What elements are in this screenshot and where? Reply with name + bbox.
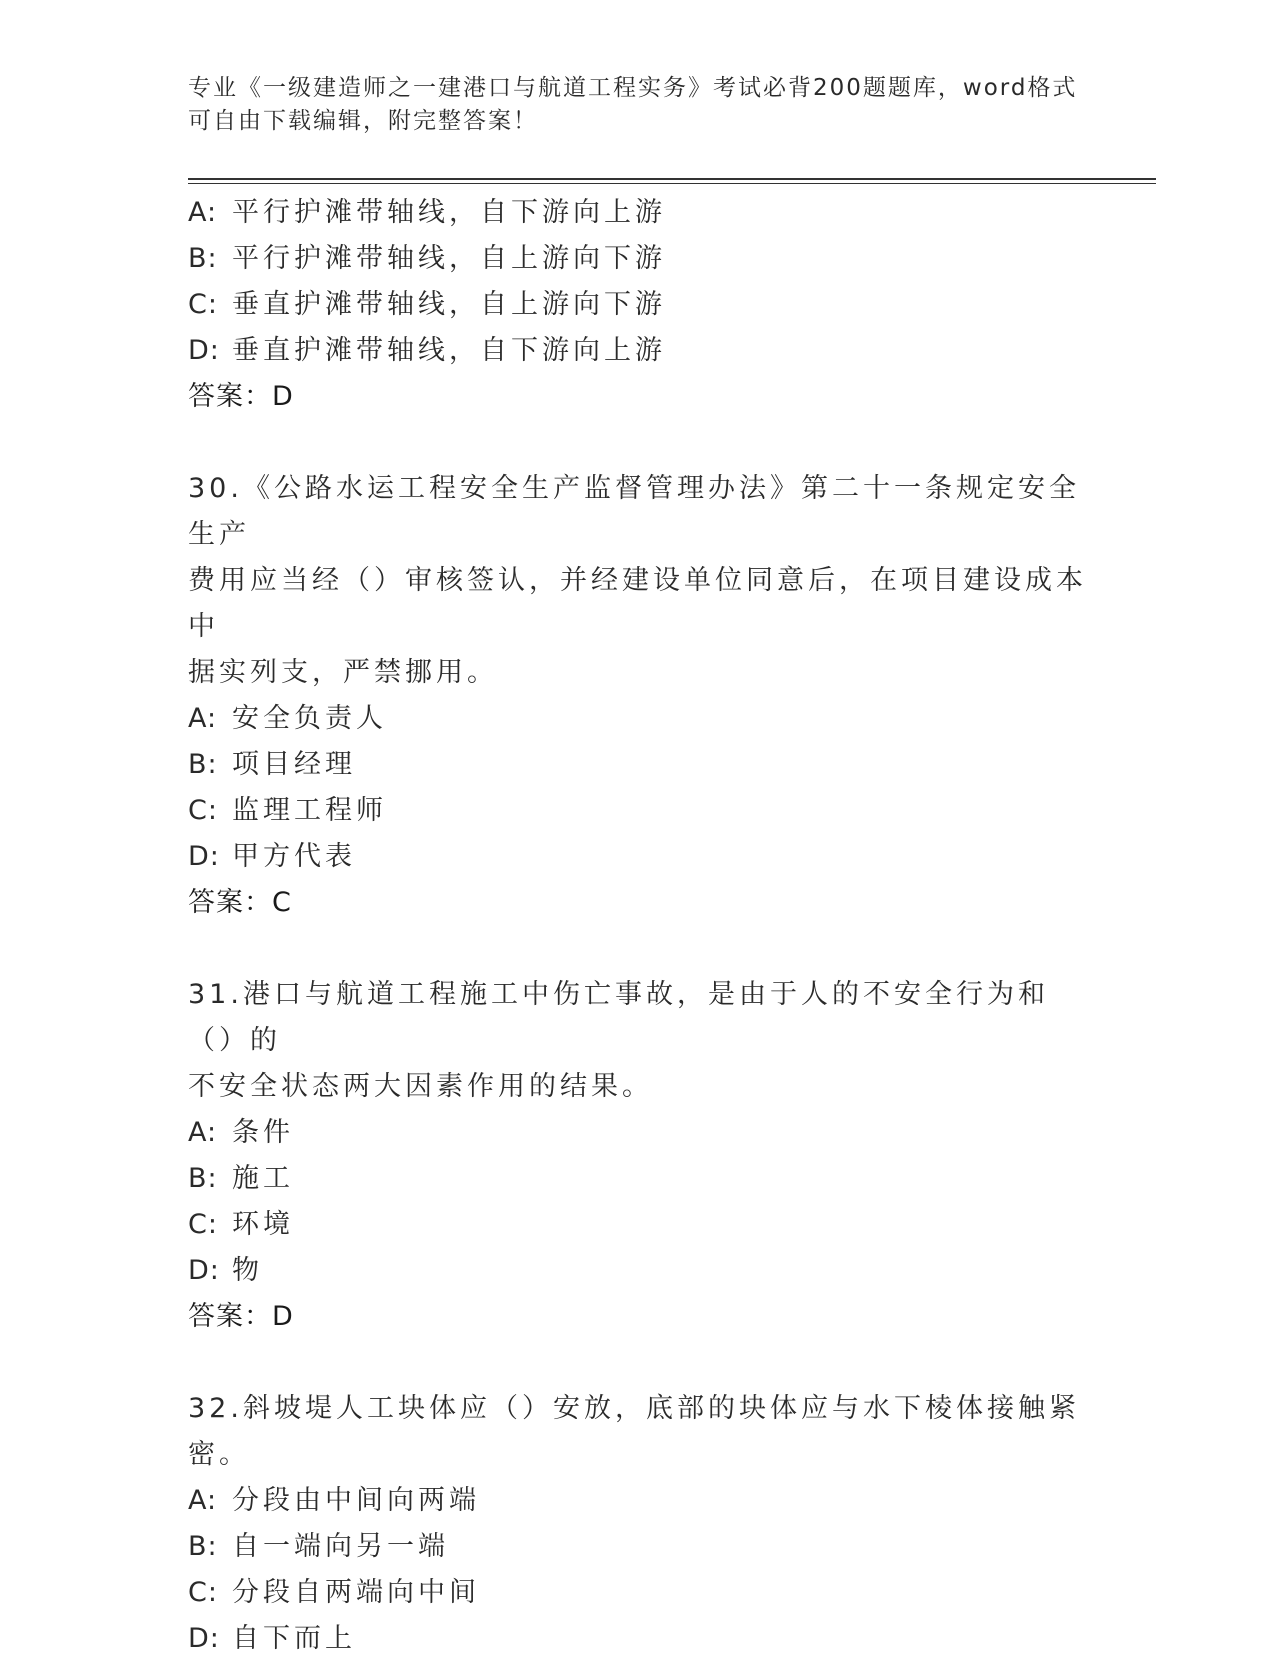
option-key: B: <box>188 1531 218 1562</box>
header-line-2: 可自由下载编辑，附完整答案！ <box>188 108 538 134</box>
question-31-stem-line-2: 不安全状态两大因素作用的结果。 <box>188 1071 653 1102</box>
question-32-option-d <box>188 1616 1088 1662</box>
spacer <box>188 420 1088 466</box>
option-key: C: <box>188 1577 218 1608</box>
document-body <box>188 190 1088 1662</box>
option-text: 自下而上 <box>232 1623 356 1654</box>
option-key: A: <box>188 197 218 228</box>
option-text: 项目经理 <box>232 749 356 780</box>
question-29-option-a <box>188 190 1088 236</box>
header-divider-thin <box>188 183 1156 184</box>
question-30-option-d <box>188 834 1088 880</box>
question-29-option-c <box>188 282 1088 328</box>
option-key: D: <box>188 335 220 366</box>
option-key: D: <box>188 1255 220 1286</box>
question-31-option-c <box>188 1202 1088 1248</box>
question-30-stem-line-1: 30.《公路水运工程安全生产监督管理办法》第二十一条规定安全生产 <box>188 473 1080 550</box>
question-30-option-b <box>188 742 1088 788</box>
option-text: 施工 <box>232 1163 294 1194</box>
option-key: B: <box>188 749 218 780</box>
question-31-answer: 答案：D <box>188 1301 294 1332</box>
question-30-stem-line-2: 费用应当经（）审核签认，并经建设单位同意后，在项目建设成本中 <box>188 565 1087 642</box>
question-30-option-a <box>188 696 1088 742</box>
question-31-stem-line-1: 31.港口与航道工程施工中伤亡事故，是由于人的不安全行为和（）的 <box>188 979 1049 1056</box>
spacer <box>188 1340 1088 1386</box>
question-30-answer: 答案：C <box>188 887 292 918</box>
question-30-option-c <box>188 788 1088 834</box>
option-key: D: <box>188 841 220 872</box>
question-32 <box>188 1386 1088 1662</box>
question-30 <box>188 466 1088 926</box>
question-31-option-a <box>188 1110 1088 1156</box>
option-key: C: <box>188 795 218 826</box>
question-29 <box>188 190 1088 420</box>
document-header <box>188 72 1088 138</box>
header-divider-thick <box>188 178 1156 180</box>
option-key: A: <box>188 1117 218 1148</box>
option-key: A: <box>188 1485 218 1516</box>
spacer <box>188 926 1088 972</box>
question-30-stem-line-3: 据实列支，严禁挪用。 <box>188 657 498 688</box>
question-31 <box>188 972 1088 1340</box>
question-29-answer: 答案：D <box>188 381 294 412</box>
option-text: 自一端向另一端 <box>232 1531 449 1562</box>
option-text: 监理工程师 <box>232 795 387 826</box>
option-text: 分段自两端向中间 <box>232 1577 480 1608</box>
option-text: 环境 <box>232 1209 294 1240</box>
option-key: D: <box>188 1623 220 1654</box>
option-text: 物 <box>232 1255 263 1286</box>
option-key: C: <box>188 1209 218 1240</box>
option-key: B: <box>188 243 218 274</box>
question-32-option-a <box>188 1478 1088 1524</box>
question-31-option-d <box>188 1248 1088 1294</box>
option-key: C: <box>188 289 218 320</box>
question-32-stem-line-1: 32.斜坡堤人工块体应（）安放，底部的块体应与水下棱体接触紧密。 <box>188 1393 1080 1470</box>
option-text: 条件 <box>232 1117 294 1148</box>
option-key: A: <box>188 703 218 734</box>
option-text: 平行护滩带轴线，自上游向下游 <box>232 243 666 274</box>
question-32-option-b <box>188 1524 1088 1570</box>
option-text: 垂直护滩带轴线，自上游向下游 <box>232 289 666 320</box>
option-key: B: <box>188 1163 218 1194</box>
option-text: 甲方代表 <box>232 841 356 872</box>
question-31-option-b <box>188 1156 1088 1202</box>
header-line-1: 专业《一级建造师之一建港口与航道工程实务》考试必背200题题库，word格式 <box>188 75 1078 101</box>
option-text: 平行护滩带轴线，自下游向上游 <box>232 197 666 228</box>
question-29-option-b <box>188 236 1088 282</box>
option-text: 分段由中间向两端 <box>232 1485 480 1516</box>
option-text: 垂直护滩带轴线，自下游向上游 <box>232 335 666 366</box>
option-text: 安全负责人 <box>232 703 387 734</box>
question-29-option-d <box>188 328 1088 374</box>
question-32-option-c <box>188 1570 1088 1616</box>
